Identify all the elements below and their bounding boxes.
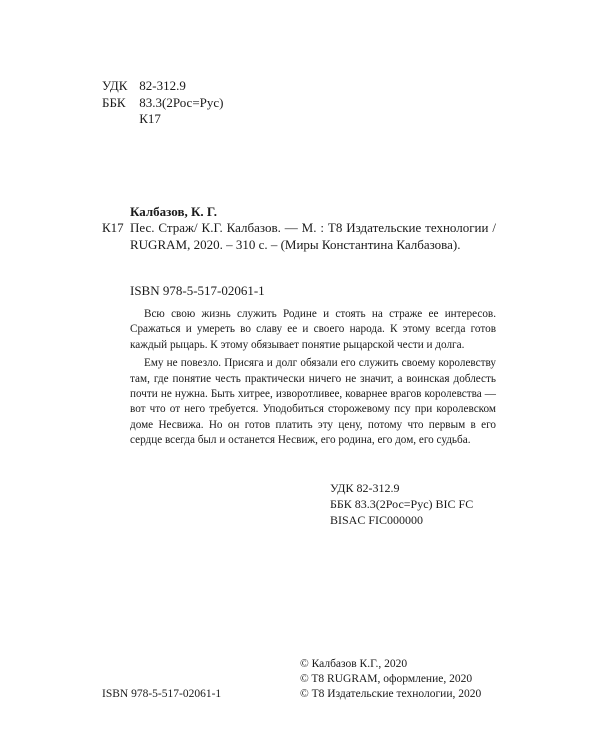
annotation (130, 307, 496, 449)
copyright-publisher: © Т8 Издательские технологии, 2020 (300, 688, 482, 700)
copyright-block (300, 657, 481, 702)
author-heading: Калбазов, К. Г. (130, 204, 217, 219)
author-mark-line (102, 111, 224, 128)
isbn-catalog: ISBN 978-5-517-02061-1 (130, 283, 265, 298)
copyright-design: © T8 RUGRAM, оформление, 2020 (300, 673, 473, 685)
udk-value: 82-312.9 (139, 78, 186, 93)
udk-label: УДК (102, 78, 128, 93)
annotation-paragraph-2: Ему не повезло. Присяга и долг обязали его служить своему королевству там, где понятие честь практически ничего не значит, а воинская доблесть почти не нужна. Быть хитрее, изворотливее, коварнее врагов королевства — вот что от него требуется. Уподобиться сторожевому псу при королевском доме Несвижа. Но он готов платить эту цену, потому что первым в его сердце всегда был и останется Несвиж, его родина, его дом, его судьба. (130, 357, 496, 447)
bbk-value: 83.3(2Рос=Рус) (139, 94, 224, 110)
card-code: К17 (102, 220, 124, 235)
isbn-footer: ISBN 978-5-517-02061-1 (102, 688, 222, 700)
classification-top (102, 78, 224, 128)
annotation-paragraph-1: Всю свою жизнь служить Родине и стоять на страже ее интересов. Сражаться и умереть во славу ее и своего народа. К этому всегда готов каждый рыцарь. К этому обязывает понятие рыцарской чести и долга. (130, 308, 496, 351)
copyright-author: © Калбазов К.Г., 2020 (300, 658, 408, 670)
udk-bottom: УДК 82-312.9 (330, 481, 400, 495)
bisac-bottom: BISAC FIC000000 (330, 513, 424, 527)
classification-bottom (330, 480, 473, 528)
bibliographic-description: Пес. Страж/ К.Г. Калбазов. — М. : Т8 Издательские технологии / RUGRAM, 2020. – 310 с. – (Миры Константина Калбазова). (130, 220, 496, 252)
bbk-bottom: ББК 83.3(2Рос=Рус) BIC FC (330, 497, 474, 511)
udk-line (102, 78, 224, 95)
bbk-label: ББК (102, 94, 126, 110)
author-mark: К17 (139, 111, 161, 126)
bbk-line (102, 95, 224, 112)
